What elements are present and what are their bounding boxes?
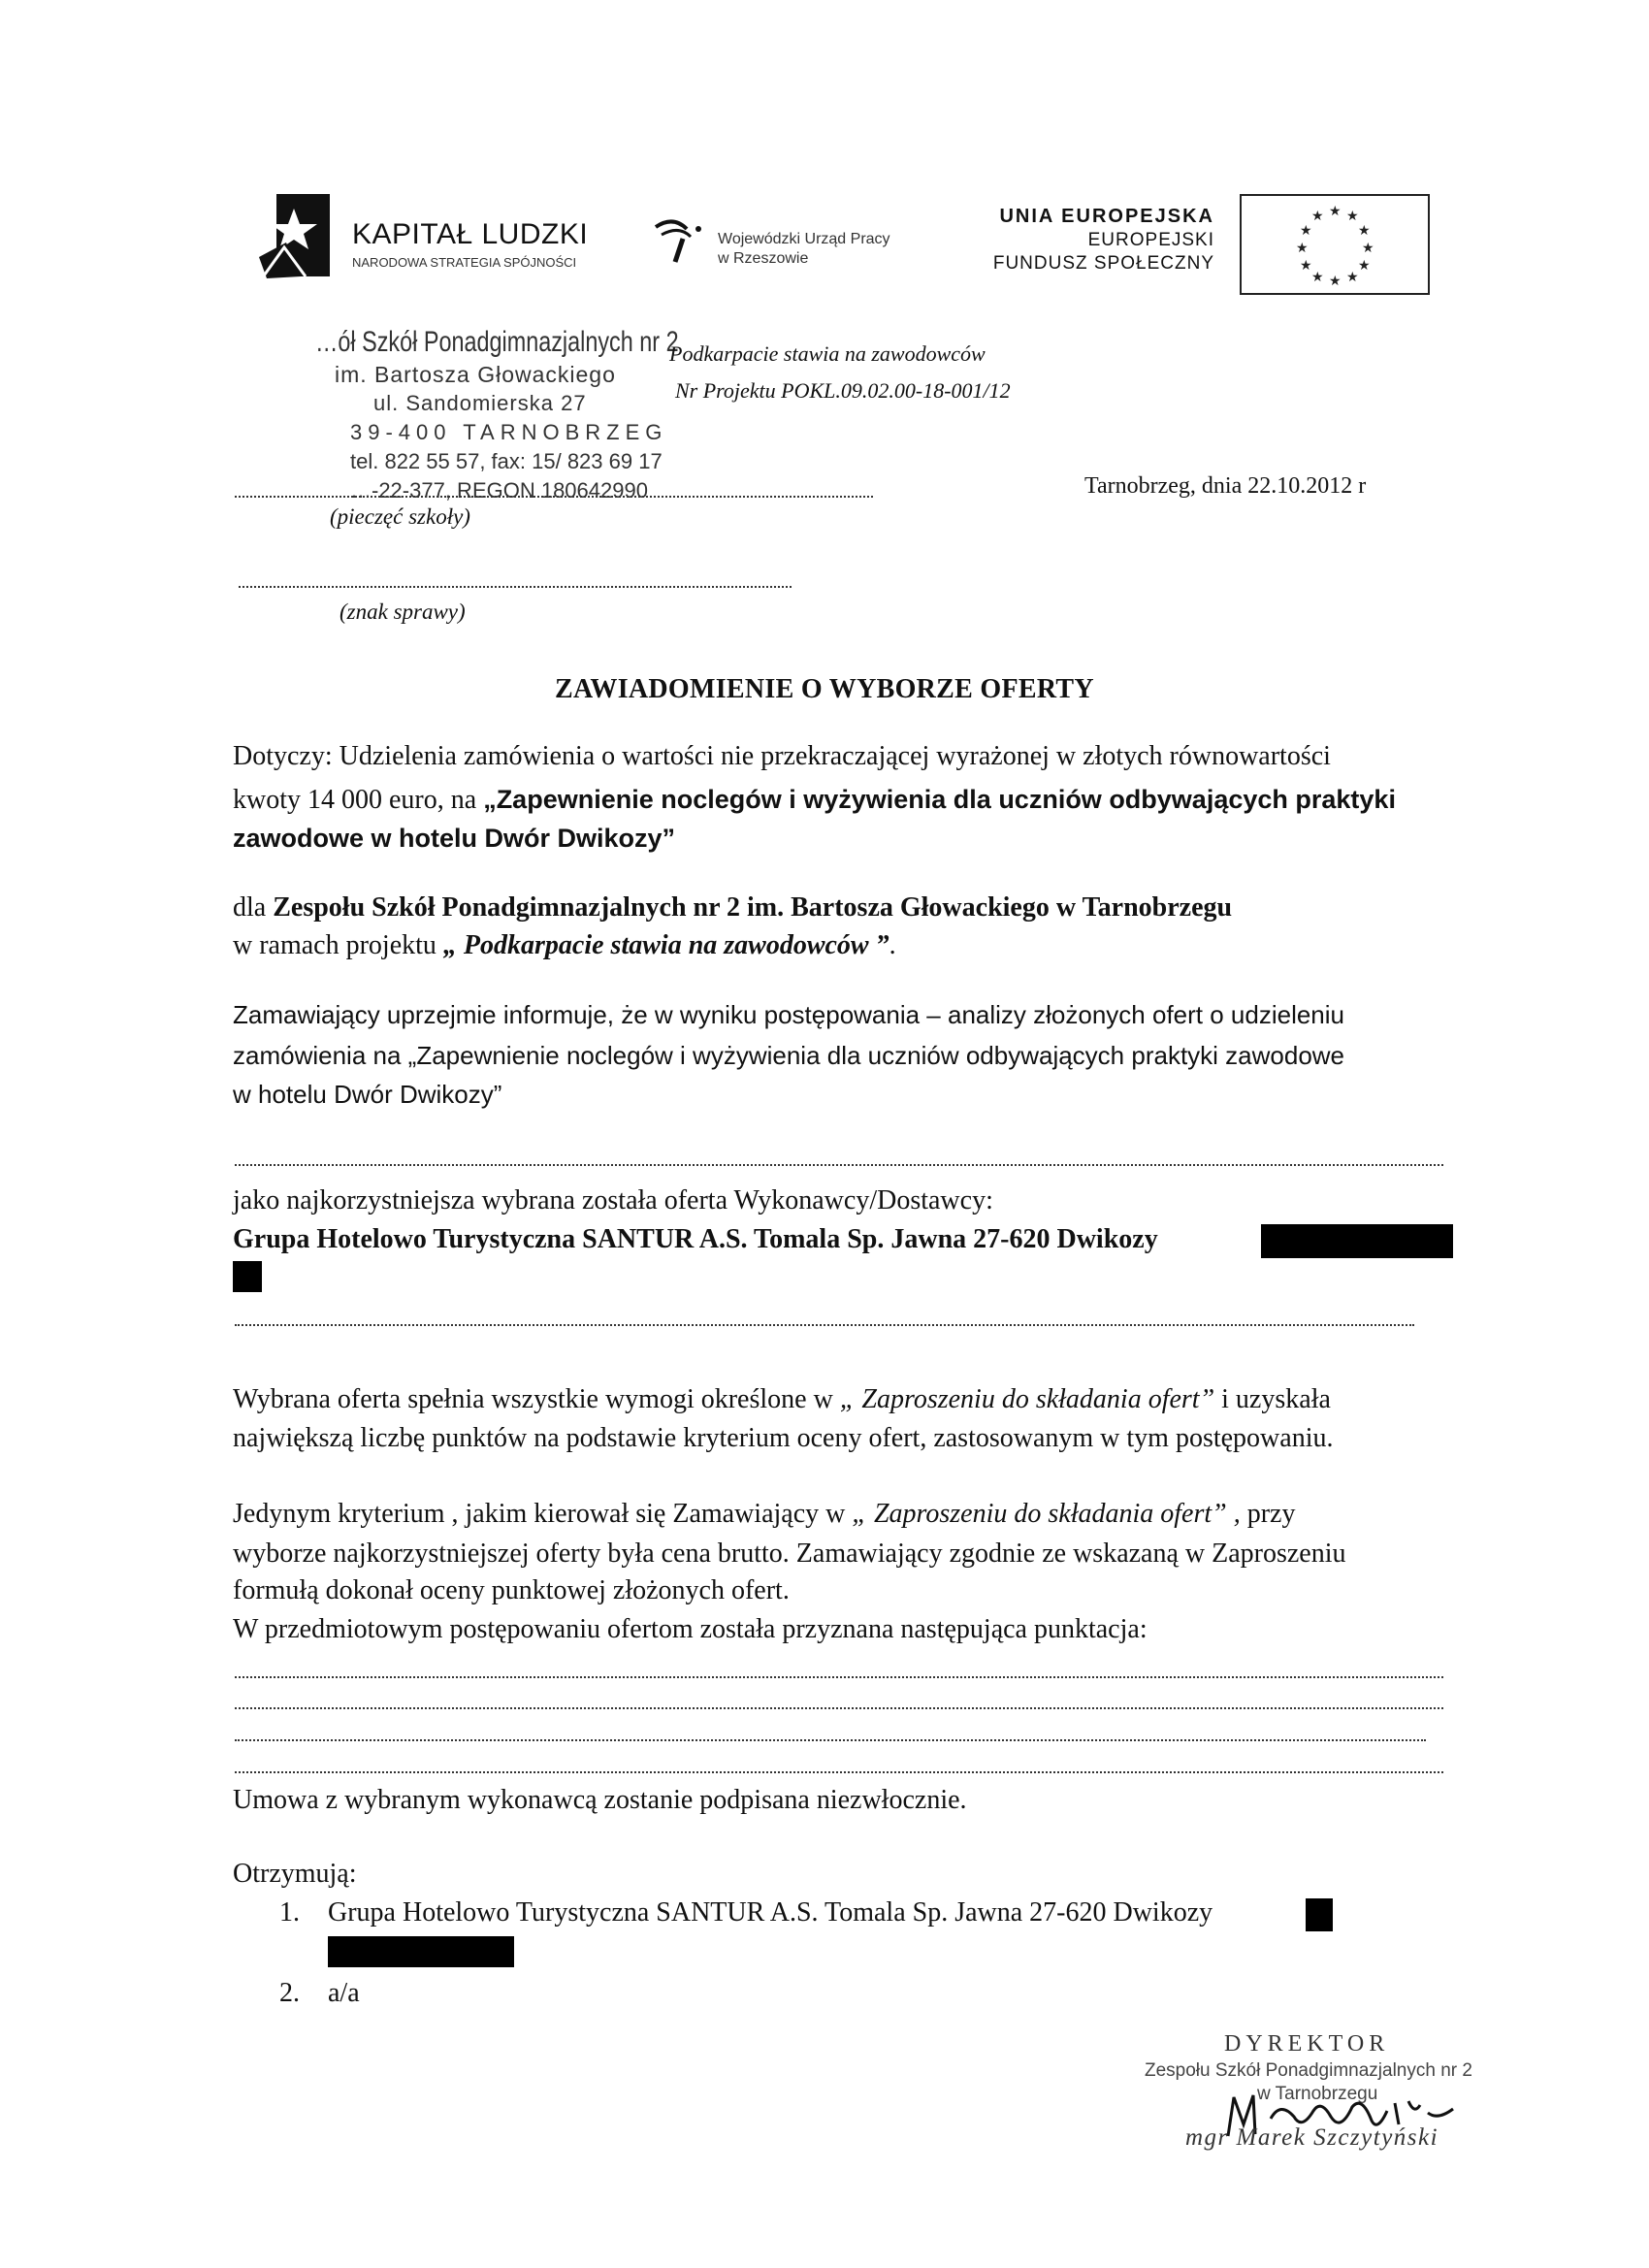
kapital-ludzki-subtitle: NARODOWA STRATEGIA SPÓJNOŚCI — [352, 255, 577, 270]
signature-org-line2: w Tarnobrzegu — [1257, 2084, 1378, 2104]
p3-line3: w hotelu Dwór Dwikozy” — [233, 1080, 502, 1109]
stamp-line2: im. Bartosza Głowackiego — [335, 362, 616, 387]
stamp-line6: …-22-377, REGON 180642990 — [350, 478, 648, 502]
eu-line3: FUNDUSZ SPOŁECZNY — [992, 253, 1214, 274]
stamp-caption: (pieczęć szkoły) — [330, 504, 470, 529]
redaction-block-1 — [1261, 1224, 1453, 1258]
p5-line2: wyborze najkorzystniejszej oferty była cena brutto. Zamawiający zgodnie ze wskazaną w Zaproszeniu — [233, 1539, 1346, 1569]
dotted-line-5 — [235, 1739, 1426, 1741]
p4-line1-a: Wybrana oferta spełnia wszystkie wymogi określone w — [233, 1384, 840, 1414]
p1-line2 — [233, 782, 1396, 818]
recipient-2-num: 2. — [279, 1978, 300, 2008]
eu-flag — [1240, 194, 1430, 295]
p2-line2-bolditalic: „ Podkarpacie stawia na zawodowców ” — [442, 930, 889, 960]
p2-line2-plain: w ramach projektu — [233, 930, 443, 960]
kapital-ludzki-title: KAPITAŁ LUDZKI — [352, 218, 589, 250]
recipient-1-text: Grupa Hotelowo Turystyczna SANTUR A.S. Tomala Sp. Jawna 27-620 Dwikozy — [328, 1897, 1213, 1928]
p2-line1-bold: Zespołu Szkół Ponadgimnazjalnych nr 2 im. Bartosza Głowackiego w Tarnobrzegu — [273, 892, 1233, 923]
project-number: Nr Projektu POKL.09.02.00-18-001/12 — [675, 378, 1011, 403]
place-date: Tarnobrzeg, dnia 22.10.2012 r — [1084, 473, 1367, 499]
p1-line3: zawodowe w hotelu Dwór Dwikozy” — [233, 824, 676, 853]
dotted-line-4 — [235, 1707, 1443, 1709]
kapital-ludzki-logo — [257, 189, 606, 286]
case-line-dotted — [239, 586, 792, 588]
dotted-line-6 — [235, 1771, 1443, 1773]
signature-name: mgr Marek Szczytyński — [1185, 2124, 1439, 2151]
signature-org-line1: Zespołu Szkół Ponadgimnazjalnych nr 2 — [1145, 2060, 1472, 2081]
winner-intro: jako najkorzystniejsza wybrana została oferta Wykonawcy/Dostawcy: — [233, 1185, 993, 1215]
stamp-line4: 39-400 TARNOBRZEG — [350, 420, 668, 444]
stamp-line3: ul. Sandomierska 27 — [373, 391, 587, 415]
kapital-ludzki-emblem-icon — [257, 189, 335, 281]
eu-line1: UNIA EUROPEJSKA — [999, 206, 1214, 227]
case-caption: (znak sprawy) — [340, 599, 466, 624]
recipient-2-text: a/a — [328, 1978, 360, 2008]
recipients-heading: Otrzymują: — [233, 1859, 357, 1889]
redaction-block-3 — [1306, 1898, 1333, 1931]
p5-line1-a: Jedynym kryterium , jakim kierował się Zamawiający w — [233, 1499, 853, 1529]
winner-name: Grupa Hotelowo Turystyczna SANTUR A.S. Tomala Sp. Jawna 27-620 Dwikozy — [233, 1224, 1158, 1254]
project-name: Podkarpacie stawia na zawodowców — [669, 341, 986, 366]
p4-line2: największą liczbę punktów na podstawie kryterium oceny ofert, zastosowanym w tym postępowaniu. — [233, 1423, 1334, 1453]
wup-line2: w Rzeszowie — [718, 250, 809, 267]
recipient-1-num: 1. — [279, 1897, 300, 1928]
p5-line4: W przedmiotowym postępowaniu ofertom została przyznana następująca punktacja: — [233, 1614, 1148, 1644]
p3-line2: zamówienia na „Zapewnienie noclegów i wyżywienia dla uczniów odbywających praktyki zawodowe — [233, 1041, 1345, 1070]
p5-line1 — [233, 1497, 1295, 1532]
dotted-line-2 — [235, 1324, 1414, 1326]
p2-line1-plain: dla — [233, 892, 274, 923]
p1-line2-bold: „Zapewnienie noclegów i wyżywienia dla uczniów odbywających praktyki — [483, 785, 1396, 814]
redaction-block-2 — [233, 1261, 262, 1292]
p5-line1-b: przy — [1240, 1499, 1296, 1529]
p4-line1-italic: „ Zaproszeniu do składania ofert” — [839, 1384, 1215, 1414]
contract-note: Umowa z wybranym wykonawcą zostanie podpisana niezwłocznie. — [233, 1785, 967, 1815]
p4-line1-b: i uzyskała — [1214, 1384, 1331, 1414]
p3-line1: Zamawiający uprzejmie informuje, że w wyniku postępowania – analizy złożonych ofert o udzieleniu — [233, 1000, 1345, 1029]
p5-line1-italic: „ Zaproszeniu do składania ofert” , — [852, 1499, 1241, 1529]
dotted-line-1 — [235, 1164, 1443, 1166]
document-title: ZAWIADOMIENIE O WYBORZE OFERTY — [555, 674, 1094, 704]
p2-line2 — [233, 928, 896, 963]
signature-title: DYREKTOR — [1224, 2031, 1390, 2057]
p2-line2-end: . — [889, 930, 896, 960]
p1-line2-plain: kwoty 14 000 euro, na — [233, 785, 484, 815]
p5-line3: formułą dokonał oceny punktowej złożonych ofert. — [233, 1575, 790, 1605]
wup-logo — [652, 215, 923, 274]
stamp-line5: tel. 822 55 57, fax: 15/ 823 69 17 — [350, 449, 663, 473]
stamp-line1: …ół Szkół Ponadgimnazjalnych nr 2 — [315, 326, 679, 358]
eu-text — [931, 204, 1214, 275]
p2-line1 — [233, 891, 1232, 925]
eu-line2: EUROPEJSKI — [1087, 230, 1214, 250]
wup-bird-icon — [652, 215, 706, 266]
redaction-block-4 — [328, 1936, 514, 1967]
wup-line1: Wojewódzki Urząd Pracy — [718, 231, 890, 247]
p4-line1 — [233, 1382, 1331, 1417]
p1-line1: Dotyczy: Udzielenia zamówienia o wartości nie przekraczającej wyrażonej w złotych równowartości — [233, 741, 1331, 771]
stamp-line-dotted — [235, 496, 873, 498]
eu-stars-icon: ★ ★ ★ ★ ★ ★ ★ ★ ★ ★ ★ ★ — [1296, 205, 1374, 289]
dotted-line-3 — [235, 1676, 1443, 1678]
